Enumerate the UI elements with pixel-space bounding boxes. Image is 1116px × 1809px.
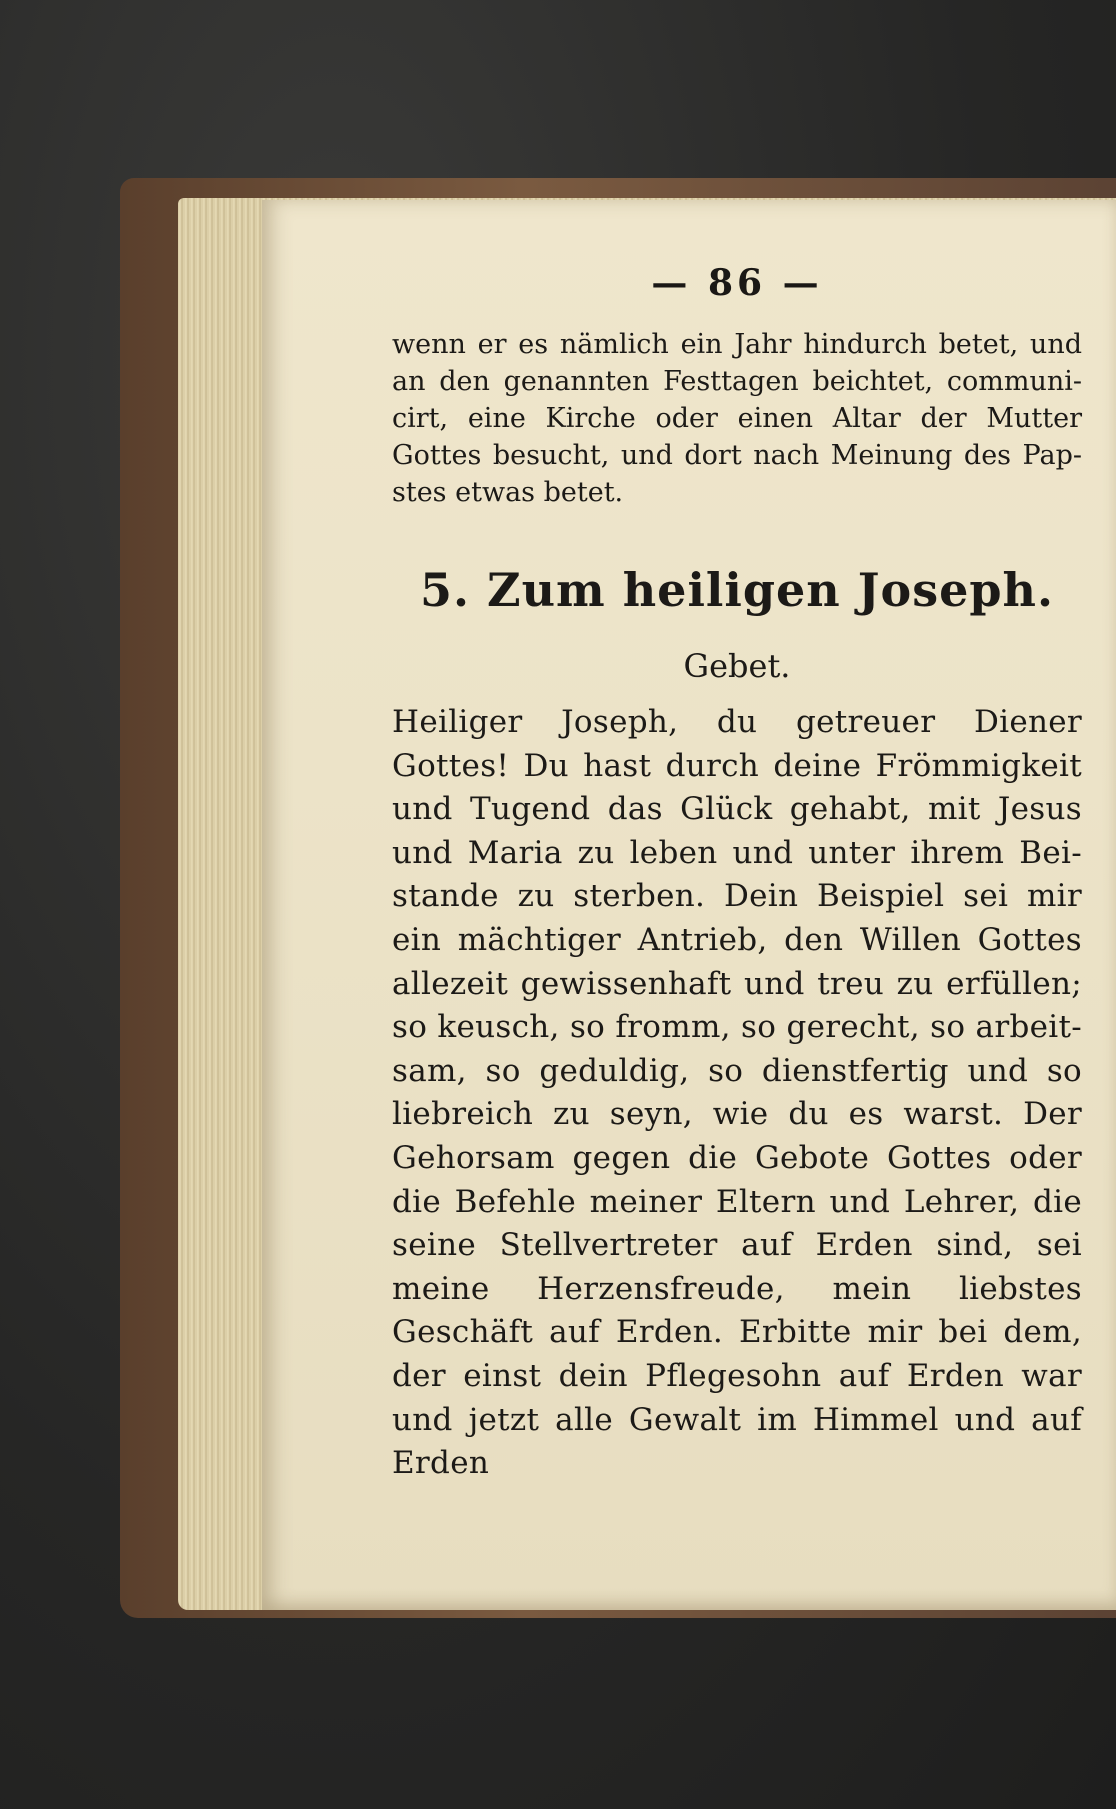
continuation-text: wenn er es nämlich ein Jahr hindurch betet, und an den genannten Festtagen beichtet, communi-cirt, eine Kirche oder einen Altar der Mutter Gottes besucht, und dort nach Meinung des Pap-stes etwas betet. xyxy=(392,329,1082,508)
section-heading: 5. Zum heiligen Joseph. xyxy=(419,563,1054,617)
page-text xyxy=(392,262,1082,1486)
prayer-text: Heiliger Joseph, du getreuer Diener Gottes! Du hast durch deine Frömmigkeit und Tugend das Glück gehabt, mit Jesus und Maria zu leben und unter ihrem Bei-stande zu sterben. Dein Beispiel sei mir ein mächtiger Antrieb, den Willen Gottes allezeit gewissenhaft und treu zu erfüllen; so keusch, so fromm, so gerecht, so arbeit-sam, so geduldig, so dienstfertig und so liebreich zu seyn, wie du es warst. Der Gehorsam gegen die Gebote Gottes oder die Befehle meiner Eltern und Lehrer, die seine Stellvertreter auf Erden sind, sei meine Herzensfreude, mein liebstes Geschäft auf Erden. Erbitte mir bei dem, der einst dein Pflegesohn auf Erden war und jetzt alle Gewalt im Himmel und auf Erden xyxy=(392,704,1082,1482)
page-number: — 86 — xyxy=(651,262,823,304)
prayer-subheading: Gebet. xyxy=(683,647,791,685)
continuation-paragraph xyxy=(392,326,1082,511)
